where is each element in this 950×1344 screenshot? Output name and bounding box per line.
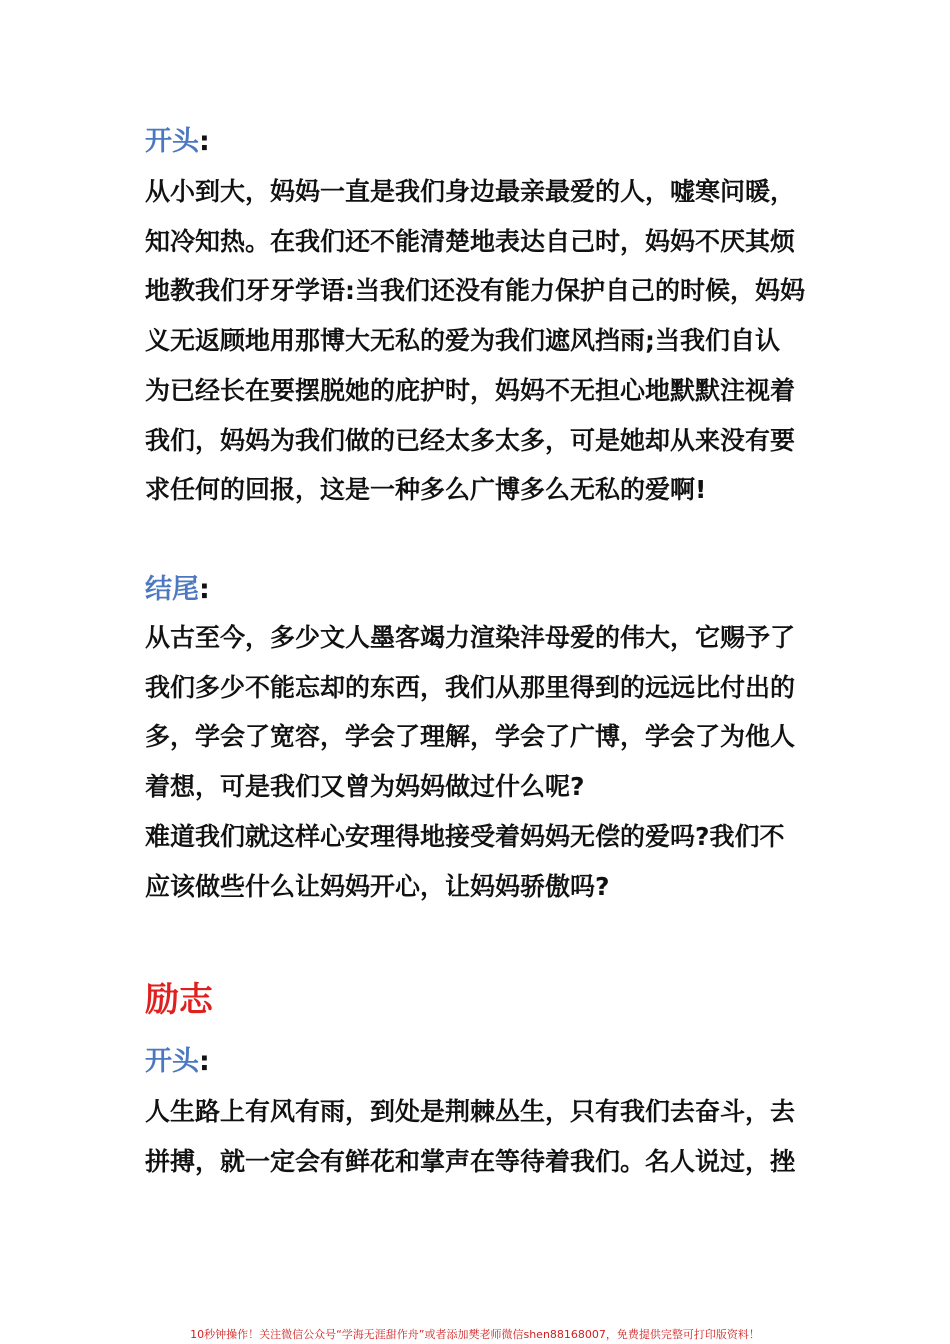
text-line: 人生路上有风有雨，到处是荆棘丛生，只有我们去奋斗，去 bbox=[145, 1097, 796, 1126]
text-line: 难道我们就这样心安理得地接受着妈妈无偿的爱吗?我们不 bbox=[145, 821, 785, 851]
text-line: 知冷知热。在我们还不能清楚地表达自己时，妈妈不厌其烦 bbox=[145, 226, 796, 256]
section1-heading bbox=[145, 127, 210, 157]
text-line: 义无返顾地用那博大无私的爱为我们遮风挡雨;当我们自认 bbox=[145, 326, 780, 356]
text-line: 着想，可是我们又曾为妈妈做过什么呢? bbox=[145, 772, 585, 802]
heading-colon: : bbox=[199, 126, 210, 157]
text-line: 从古至今，多少文人墨客竭力渲染沣母爱的伟大，它赐予了 bbox=[145, 623, 796, 652]
heading-text: 开头 bbox=[145, 1046, 199, 1077]
text-line: 我们多少不能忘却的东西，我们从那里得到的远远比付出的 bbox=[145, 672, 796, 702]
heading-colon: : bbox=[199, 574, 210, 605]
text-line: 地教我们牙牙学语:当我们还没有能力保护自己的时候，妈妈 bbox=[145, 276, 805, 306]
text-line: 多，学会了宽容，学会了理解，学会了广博，学会了为他人 bbox=[145, 722, 796, 752]
heading-colon: : bbox=[199, 1046, 210, 1077]
text-line: 求任何的回报，这是一种多么广博多么无私的爱啊! bbox=[145, 475, 707, 505]
text-line: 应该做些什么让妈妈开心，让妈妈骄傲吗? bbox=[145, 871, 610, 901]
section3-title: 励志 bbox=[145, 980, 213, 1020]
heading-text: 开头 bbox=[145, 126, 199, 157]
text-line: 从小到大，妈妈一直是我们身边最亲最爱的人，嘘寒问暖， bbox=[145, 177, 796, 206]
section2-heading bbox=[145, 575, 210, 605]
text-line: 为已经长在要摆脱她的庇护时，妈妈不无担心地默默注视着 bbox=[145, 375, 796, 405]
heading-text: 结尾 bbox=[145, 574, 199, 605]
text-line: 我们，妈妈为我们做的已经太多太多，可是她却从来没有要 bbox=[145, 425, 796, 455]
section3-heading bbox=[145, 1047, 210, 1077]
text-line: 拼搏，就一定会有鲜花和掌声在等待着我们。名人说过，挫 bbox=[145, 1146, 796, 1176]
footer-notice: 10秒钟操作！关注微信公众号“学海无涯甜作舟”或者添加樊老师微信shen88168007，免费提供完整可打印版资料！ bbox=[190, 1328, 760, 1341]
